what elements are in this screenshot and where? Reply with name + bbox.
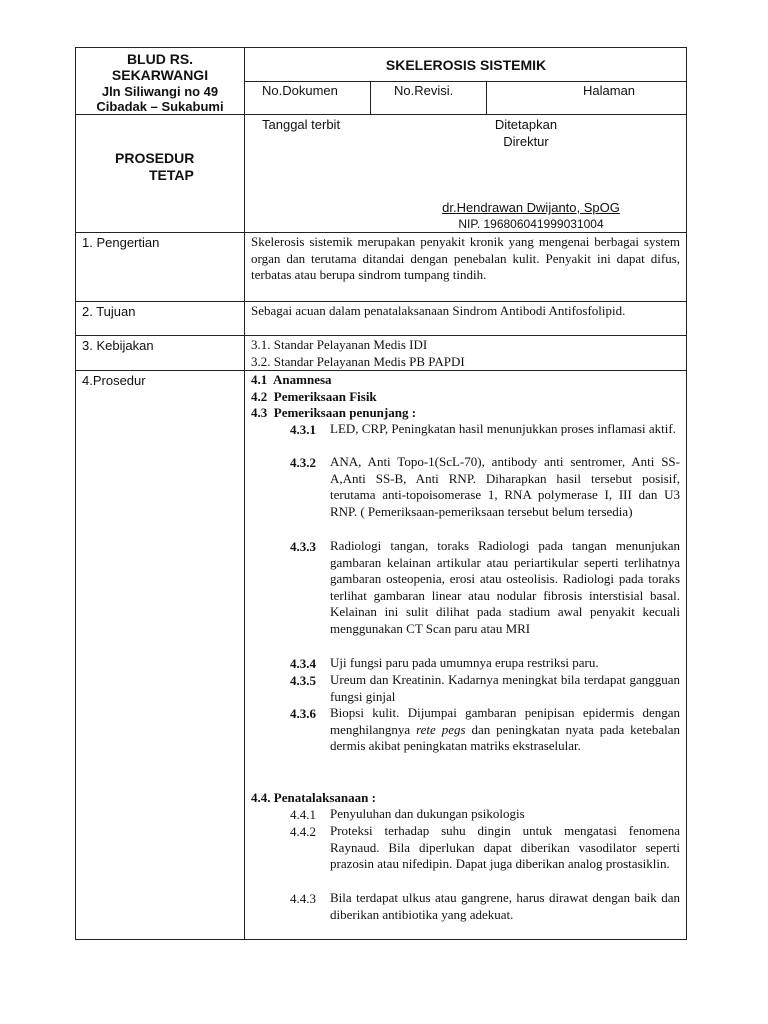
item-text-part: Biopsi kulit. Dijumpai gambaran penipisan epidermis dengan menghilangnya: [330, 705, 680, 737]
org-address-line1: Jln Siliwangi no 49: [101, 84, 219, 99]
item-number: 4.3.3: [290, 539, 316, 554]
tujuan-text: Sebagai acuan dalam penatalaksanaan Sindrom Antibodi Antifosfolipid.: [251, 303, 626, 318]
rule: [76, 232, 687, 233]
item-text-part: dan peningkatan nyata pada ketebalan dermis akibat peningkatan matriks ekstraselular.: [330, 721, 680, 753]
item-number: 4.4.3: [290, 891, 316, 906]
item-text: Bila terdapat ulkus atau gangrene, harus dirawat dengan baik dan diberikan antibiotika yang adekuat.: [330, 890, 680, 922]
rule: [244, 81, 687, 82]
rule: [76, 301, 687, 302]
kebijakan-item: 3.1. Standar Pelayanan Medis IDI: [251, 337, 428, 352]
rule: [76, 370, 687, 371]
item-text: Ureum dan Kreatinin. Kadarnya meningkat bila terdapat gangguan fungsi ginjal: [330, 672, 680, 704]
item-text: ANA, Anti Topo-1(ScL-70), antibody anti sentromer, Anti SS-A,Anti SS-B, Anti RNP. Diharapkan hasil tersebut posisif, terutama anti-topoisomerase 1, RNA polymerase I, III dan U3 RNP. ( Pemeriksaan-pemeriksaan tersebut belum tersedia): [330, 454, 680, 519]
doc-type-line2: TETAP: [149, 167, 194, 183]
doc-type-line1: PROSEDUR: [115, 150, 195, 166]
direktur-label: Direktur: [503, 134, 549, 149]
signer-name: dr.Hendrawan Dwijanto, SpOG: [442, 200, 620, 215]
heading-pemeriksaan-fisik: 4.2 Pemeriksaan Fisik: [251, 389, 377, 404]
item-number: 4.3.1: [290, 422, 316, 437]
item-number: 4.3.6: [290, 706, 316, 721]
item-text-italic: rete pegs: [416, 721, 466, 737]
item-text: Uji fungsi paru pada umumnya erupa restriksi paru.: [330, 655, 599, 670]
pengertian-text: Skelerosis sistemik merupakan penyakit kronik yang mengenai berbagai system organ dan terutama ditandai dengan penebalan kulit. Penyakit ini dapat difus, terbatas atau berupa sindrom tumpang tindih.: [251, 234, 680, 282]
heading-penatalaksanaan: 4.4. Penatalaksanaan :: [251, 790, 376, 805]
item-number: 4.4.2: [290, 824, 316, 839]
tanggal-terbit-label: Tanggal terbit: [262, 117, 341, 132]
halaman-label: Halaman: [583, 83, 636, 98]
item-text: Proteksi terhadap suhu dingin untuk mengatasi fenomena Raynaud. Bila diperlukan dapat diberikan vasodilator seperti prazosin atau nifedipin. Dapat juga diberikan analog prostasiklin.: [330, 823, 680, 871]
no-dokumen-label: No.Dokumen: [262, 83, 338, 98]
rule: [76, 335, 687, 336]
column-divider: [370, 81, 371, 114]
item-text: [330, 705, 680, 755]
section-label-prosedur: 4.Prosedur: [82, 373, 146, 388]
section-label-kebijakan: 3. Kebijakan: [82, 338, 154, 353]
item-number: 4.3.4: [290, 656, 316, 671]
item-number: 4.3.5: [290, 673, 316, 688]
rule: [76, 114, 687, 115]
ditetapkan-label: Ditetapkan: [494, 117, 558, 132]
column-divider: [244, 48, 245, 940]
item-text: Penyuluhan dan dukungan psikologis: [330, 806, 525, 821]
kebijakan-item: 3.2. Standar Pelayanan Medis PB PAPDI: [251, 354, 465, 369]
item-text: LED, CRP, Peningkatan hasil menunjukkan proses inflamasi aktif.: [330, 421, 676, 436]
item-number: 4.4.1: [290, 807, 316, 822]
no-revisi-label: No.Revisi.: [394, 83, 454, 98]
heading-pemeriksaan-penunjang: 4.3 Pemeriksaan penunjang :: [251, 405, 417, 420]
org-block: [76, 51, 244, 114]
column-divider: [486, 81, 487, 114]
signer-nip: NIP. 196806041999031004: [458, 217, 604, 231]
heading-anamnesa: 4.1 Anamnesa: [251, 372, 332, 387]
org-name: BLUD RS. SEKARWANGI: [111, 51, 209, 83]
section-label-tujuan: 2. Tujuan: [82, 304, 136, 319]
org-address-line2: Cibadak – Sukabumi: [96, 99, 224, 114]
section-label-pengertian: 1. Pengertian: [82, 235, 160, 250]
item-number: 4.3.2: [290, 455, 316, 470]
document-table: [75, 47, 687, 940]
item-text: Radiologi tangan, toraks Radiologi pada tangan menunjukan gambaran kelainan artikular atau periartikular seperti terlihatnya gambaran osteopenia, erosi atau osteolisis. Radiologi pada toraks terlihat gambaran linear atau nodular fibrosis interstisial basal. Kelainan ini sulit dilihat pada stadium awal penyakit kecuali menggunakan CT Scan paru atau MRI: [330, 538, 680, 636]
document-title: SKELEROSIS SISTEMIK: [385, 57, 547, 73]
